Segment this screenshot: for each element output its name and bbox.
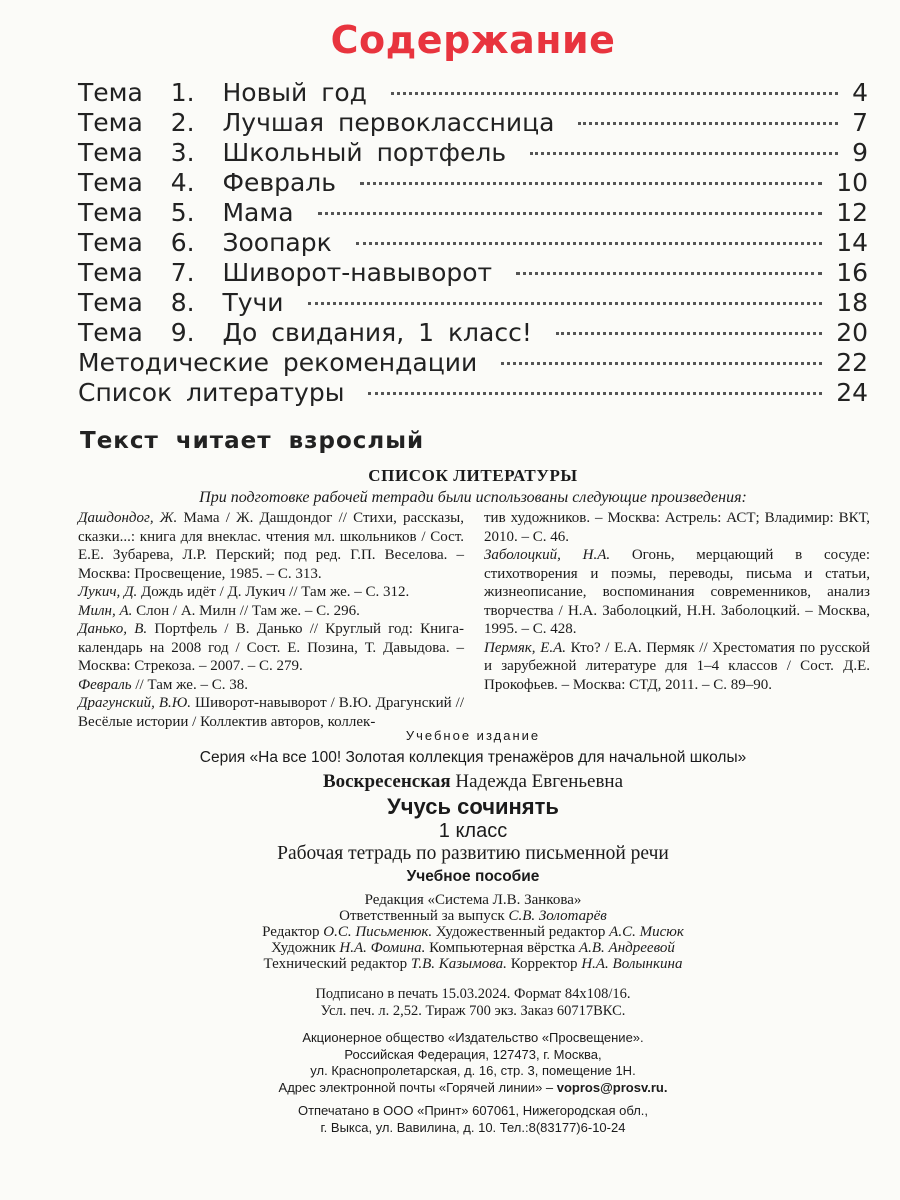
toc-entry-page: 7 xyxy=(852,108,868,137)
toc-leader-dots xyxy=(501,362,822,365)
toc-entry-page: 22 xyxy=(836,348,868,377)
credit-role: Художник xyxy=(271,940,340,956)
reference-text: тив художников. – Москва: Астрель: АСТ; Владимир: ВКТ, 2010. – С. 46. xyxy=(484,510,870,545)
printer-line: Отпечатано в ООО «Принт» 607061, Нижегородская обл., xyxy=(297,1103,649,1118)
toc-entry xyxy=(78,258,868,288)
toc-entry-label: Тема 5. Мама xyxy=(78,198,294,227)
toc-leader-dots xyxy=(356,242,822,245)
toc-entry-label: Тема 4. Февраль xyxy=(78,168,337,197)
toc-entry-page: 14 xyxy=(836,228,868,257)
hotline-line xyxy=(0,1080,900,1097)
reference-author: Заболоцкий, Н.А. xyxy=(484,547,611,563)
reference-entry xyxy=(484,509,870,546)
reference-entry xyxy=(78,602,464,621)
toc-entry-label: Тема 2. Лучшая первоклассница xyxy=(78,108,555,137)
author-line xyxy=(0,770,900,794)
author-surname: Воскресенская xyxy=(322,771,451,792)
toc-leader-dots xyxy=(368,392,822,395)
hotline-email: vopros@prosv.ru. xyxy=(556,1079,668,1095)
toc-entry xyxy=(78,288,868,318)
grade: 1 класс xyxy=(438,820,508,842)
reference-entry xyxy=(78,583,464,602)
toc-entry xyxy=(78,198,868,228)
credit-role: Редактор xyxy=(262,924,324,940)
toc-leader-dots xyxy=(391,92,838,95)
credit-person: Т.В. Казымова. xyxy=(410,956,507,972)
credit-role: Художественный редактор xyxy=(432,924,610,940)
publisher-info xyxy=(0,1030,900,1096)
reference-text: Кто? / Е.А. Пермяк // Хрестоматия по русской и зарубежной литературе для 1–4 классов / Сост. Д.Е. Прокофьев. – Москва: СТД, 2011. – С. 89–90. xyxy=(484,639,870,693)
toc-entry-label: Методические рекомендации xyxy=(78,348,478,377)
book-title: Учусь сочинять xyxy=(387,794,559,819)
reference-author: Пермяк, Е.А. xyxy=(484,639,567,656)
toc-entry-label: Тема 6. Зоопарк xyxy=(78,228,332,257)
literature-column-right xyxy=(484,509,870,694)
reference-entry xyxy=(484,546,870,639)
toc-leader-dots xyxy=(530,152,838,155)
toc-entry-label: Тема 7. Шиворот-навыворот xyxy=(78,258,493,287)
reference-text: Дождь идёт / Д. Лукич // Там же. – С. 312. xyxy=(137,584,410,600)
author-name: Надежда Евгеньевна xyxy=(455,771,624,792)
reference-author: Данько, В. xyxy=(78,621,148,637)
edition-type: Учебное издание xyxy=(405,728,541,743)
publisher-line: Акционерное общество «Издательство «Просвещение». xyxy=(302,1030,644,1045)
literature-column-left xyxy=(78,509,464,731)
reader-note-heading: Текст читает взрослый xyxy=(80,428,425,454)
toc-entry-label: Список литературы xyxy=(78,378,345,407)
credit-person: О.С. Письменюк. xyxy=(323,924,433,940)
reference-author: Дашдондог, Ж. xyxy=(78,510,178,526)
toc-entry xyxy=(78,318,868,348)
toc-entry-page: 24 xyxy=(836,378,868,407)
toc-entry-page: 20 xyxy=(836,318,868,347)
reference-text: Мама / Ж. Дашдондог // Стихи, рассказы, сказки...: книга для внеклас. чтения мл. школьников / Сост. Е.Е. Зубарева, Л.Р. Перский; под ред. Г.П. Веселова. – Москва: Просвещение, 1985. – С. 313. xyxy=(78,510,465,582)
toc-leader-dots xyxy=(360,182,822,185)
reference-author: Лукич, Д. xyxy=(78,584,138,600)
credit-person: Н.А. Волынкина xyxy=(581,956,683,972)
credit-role: Компьютерная вёрстка xyxy=(425,940,579,956)
toc-entry-label: Тема 9. До свидания, 1 класс! xyxy=(78,318,532,347)
credit-role: Технический редактор xyxy=(263,956,411,972)
reference-entry xyxy=(78,509,464,583)
print-info-line: Подписано в печать 15.03.2024. Формат 84x108/16. xyxy=(315,986,631,1002)
reference-text: Огонь, мерцающий в сосуде: стихотворения и поэмы, переводы, письма и статьи, жизнеописание, воспоминания современников, анализ творчества / Н.А. Заболоцкий, Н.Н. Заболоцкий. – Москва, 1995. – С. 428. xyxy=(484,547,870,637)
imprint xyxy=(0,726,900,1136)
toc-leader-dots xyxy=(308,302,823,305)
toc-entry-page: 10 xyxy=(836,168,868,197)
credits xyxy=(0,892,900,972)
credit-role: Корректор xyxy=(506,956,582,972)
credit-person: А.В. Андреевой xyxy=(578,940,675,956)
credit-role: Редакция «Система Л.В. Занкова» xyxy=(364,892,582,908)
toc-entry xyxy=(78,108,868,138)
toc-entry-label: Тема 3. Школьный портфель xyxy=(78,138,507,167)
reference-text: Слон / А. Милн // Там же. – С. 296. xyxy=(132,602,360,619)
credit-line xyxy=(0,924,900,940)
credit-line xyxy=(0,956,900,972)
series-name: Серия «На все 100! Золотая коллекция тренажёров для начальной школы» xyxy=(199,749,747,766)
printer-line: г. Выкса, ул. Вавилина, д. 10. Тел.:8(83177)6-10-24 xyxy=(320,1119,626,1135)
reference-entry xyxy=(78,620,464,676)
literature-heading: СПИСОК ЛИТЕРАТУРЫ xyxy=(368,466,578,485)
toc-title: Содержание xyxy=(330,18,616,62)
credit-line xyxy=(0,940,900,956)
printer-info xyxy=(0,1103,900,1136)
toc-leader-dots xyxy=(556,332,822,335)
reference-author: Драгунский, В.Ю. xyxy=(78,695,192,711)
publisher-line: ул. Краснопролетарская, д. 16, стр. 3, помещение 1Н. xyxy=(310,1063,636,1078)
print-info xyxy=(0,986,900,1020)
reference-entry xyxy=(484,639,870,695)
reference-text: // Там же. – С. 38. xyxy=(131,676,248,693)
toc-entry xyxy=(78,378,868,408)
toc-entry-page: 12 xyxy=(836,198,868,227)
credit-person: А.С. Мисюк xyxy=(609,924,684,940)
toc-entry-page: 4 xyxy=(852,78,868,107)
credit-role: Ответственный за выпуск xyxy=(339,908,509,924)
reference-author: Милн, А. xyxy=(78,602,133,619)
literature-intro: При подготовке рабочей тетради были использованы следующие произведения: xyxy=(199,489,747,506)
credit-line xyxy=(0,908,900,924)
toc-entry-page: 9 xyxy=(852,138,868,167)
publisher-line: Российская Федерация, 127473, г. Москва, xyxy=(344,1046,602,1062)
toc-entry-page: 16 xyxy=(836,258,868,287)
print-info-line: Усл. печ. л. 2,52. Тираж 700 экз. Заказ 60717ВКС. xyxy=(320,1003,626,1019)
toc-entry xyxy=(78,78,868,108)
credit-line xyxy=(0,892,900,908)
guide-type: Учебное пособие xyxy=(406,868,540,885)
credit-person: Н.А. Фомина. xyxy=(339,940,426,956)
table-of-contents xyxy=(78,78,868,408)
credit-person: С.В. Золотарёв xyxy=(508,908,607,924)
reference-text: Шиворот-навыворот / В.Ю. Драгунский // Весёлые истории / Коллектив авторов, коллек- xyxy=(78,695,464,730)
reference-entry xyxy=(78,676,464,695)
hotline-label: Адрес электронной почты «Горячей линии» – xyxy=(278,1079,557,1095)
reference-text: Портфель / В. Данько // Круглый год: Книга-календарь на 2008 год / Сост. Е. Позина, Т. Давыдова. – Москва: Стрекоза. – 2007. – С. 279. xyxy=(78,621,464,674)
toc-entry xyxy=(78,138,868,168)
workbook-subtitle: Рабочая тетрадь по развитию письменной речи xyxy=(277,843,669,864)
toc-entry xyxy=(78,168,868,198)
toc-entry-label: Тема 8. Тучи xyxy=(78,288,284,317)
toc-entry-page: 18 xyxy=(836,288,868,317)
toc-entry xyxy=(78,228,868,258)
toc-entry-label: Тема 1. Новый год xyxy=(78,78,367,107)
toc-leader-dots xyxy=(318,212,823,215)
toc-leader-dots xyxy=(578,122,838,125)
toc-leader-dots xyxy=(516,272,822,275)
toc-entry xyxy=(78,348,868,378)
reference-author: Февраль xyxy=(78,676,132,693)
